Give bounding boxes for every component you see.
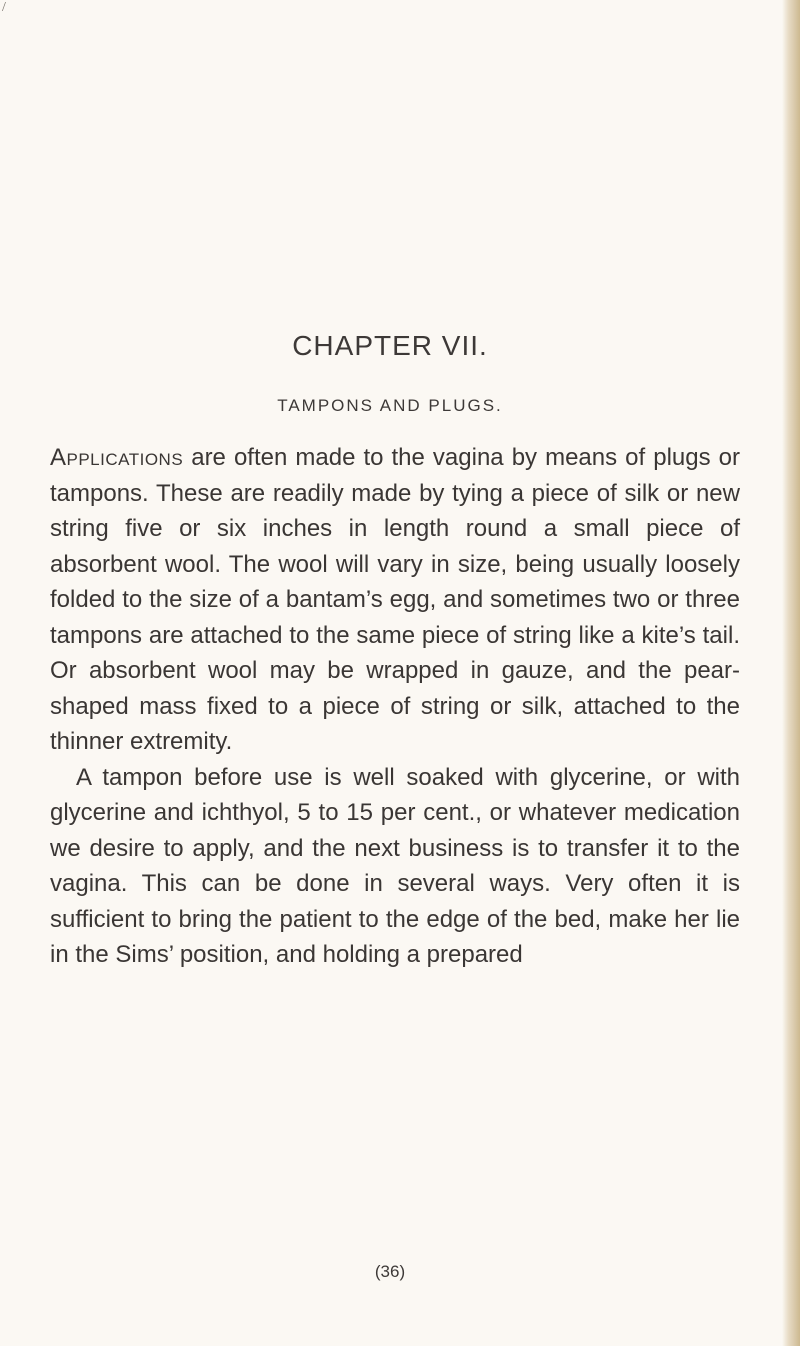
- chapter-title: CHAPTER VII.: [292, 330, 488, 361]
- page-edge-shadow: [782, 0, 800, 1346]
- paragraph-2: A tampon before use is well soaked with glycerine, or with glycerine and ichthyol, 5 to 15 per cent., or whatever medication we desire to apply, and the next business is to transfer it to the vagina. This can be done in several ways. Very often it is sufficient to bring the patient to the edge of the bed, make her lie in the Sims’ position, and holding a prepared: [50, 763, 740, 968]
- paragraph-1: [50, 440, 740, 760]
- corner-mark: /: [2, 0, 6, 15]
- paragraph-1-text: are often made to the vagina by means of plugs or tampons. These are readily made by tying a piece of silk or new string five or six inches in length round a small piece of absorbent wool. The wool will vary in size, being usually loosely folded to the size of a bantam’s egg, and sometimes two or three tampons are attached to the same piece of string like a kite’s tail. Or absorbent wool may be wrapped in gauze, and the pear-shaped mass fixed to a piece of string or silk, attached to the thinner extremity.: [50, 444, 740, 755]
- body-text: [50, 440, 740, 973]
- paragraph-lead-word: Applications: [50, 444, 184, 471]
- page-number: (36): [374, 1262, 406, 1281]
- section-title: TAMPONS AND PLUGS.: [277, 396, 503, 415]
